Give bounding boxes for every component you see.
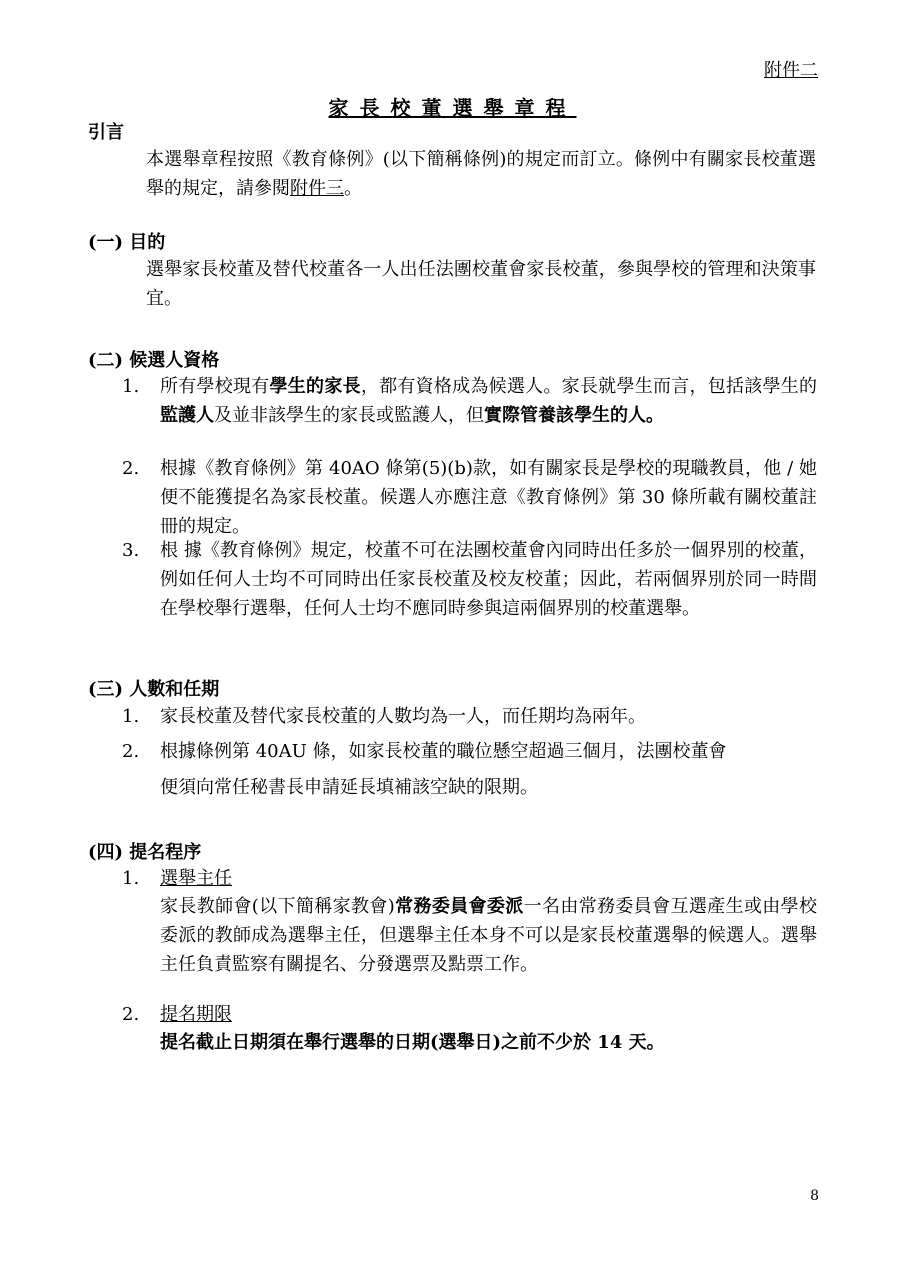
item-text: 根 據《教育條例》規定，校董不可在法團校董會內同時出任多於一個界別的校董，例如任何人士均不可同時出任家長校董及校友校董；因此，若兩個界別於同一時間在學校舉行選舉，任何人士均不應同時參與這兩個界別的校董選舉。 [160, 540, 817, 619]
item-subtitle: 提名期限 [160, 1004, 232, 1025]
annex-three-link[interactable]: 附件三 [290, 178, 344, 199]
annex-label: 附件二 [764, 60, 818, 81]
item-text [160, 372, 817, 430]
page-number: 8 [810, 1188, 819, 1204]
item-text: 提名截止日期須在舉行選舉的日期(選舉日)之前不少於 14 天。 [160, 1032, 665, 1053]
intro-text: 本選舉章程按照《教育條例》(以下簡稱條例)的規定而訂立。條例中有關家長校董選舉的規定，請參閱 [146, 149, 816, 199]
item-text [160, 892, 817, 979]
intro-paragraph [146, 145, 816, 203]
item-text-part: 一名由常務委員會互選產生或由學校委派的教師成為選舉主任，但選舉主任本身不可以是家長校董選舉的候選人。選舉主任負責監察有關提名、分發選票及點票工作。 [160, 896, 818, 975]
item-number: 2. [122, 741, 140, 762]
intro-heading: 引言 [88, 122, 124, 143]
item-number: 1. [122, 376, 140, 397]
item-text: 根據《教育條例》第 40AO 條第(5)(b)款，如有關家長是學校的現職教員，他 / 她便不能獲提名為家長校董。候選人亦應注意《教育條例》第 30 條所載有關校董註冊的規定。 [160, 458, 817, 537]
item-text-bold: 實際管養該學生的人。 [484, 405, 664, 426]
item-subtitle: 選舉主任 [160, 868, 232, 889]
item-text-bold: 監護人 [160, 405, 214, 426]
item-number: 1. [122, 706, 140, 727]
item-text-part: 家長教師會(以下簡稱家教會) [160, 896, 395, 917]
item-text-part: 所有學校現有 [160, 376, 270, 397]
section-4-heading: (四) 提名程序 [88, 842, 202, 863]
item-number: 1. [122, 868, 140, 889]
section-1-text: 選舉家長校董及替代校董各一人出任法團校董會家長校董，參與學校的管理和決策事宜。 [146, 259, 816, 309]
intro-text-end: 。 [344, 178, 362, 199]
item-text-part: ，都有資格成為候選人。家長就學生而言，包括該學生的 [360, 376, 818, 397]
item-text-part: 及並非該學生的家長或監護人，但 [214, 405, 484, 426]
document-title: 家長校董選舉章程 [328, 96, 577, 120]
item-text: 家長校董及替代家長校董的人數均為一人，而任期均為兩年。 [160, 706, 646, 727]
item-text-bold: 常務委員會委派 [394, 896, 524, 917]
item-number: 2. [122, 458, 140, 479]
item-number: 2. [122, 1004, 140, 1025]
item-number: 3. [122, 540, 140, 561]
item-text-bold: 學生的家長 [269, 376, 361, 397]
section-2-heading: (二) 候選人資格 [88, 350, 220, 371]
item-text-line: 便須向常任秘書長申請延長填補該空缺的限期。 [160, 777, 538, 798]
section-3-heading: (三) 人數和任期 [88, 679, 220, 700]
item-text-line: 根據條例第 40AU 條，如家長校董的職位懸空超過三個月，法團校董會 [160, 741, 727, 762]
section-1-heading: (一) 目的 [88, 232, 166, 253]
